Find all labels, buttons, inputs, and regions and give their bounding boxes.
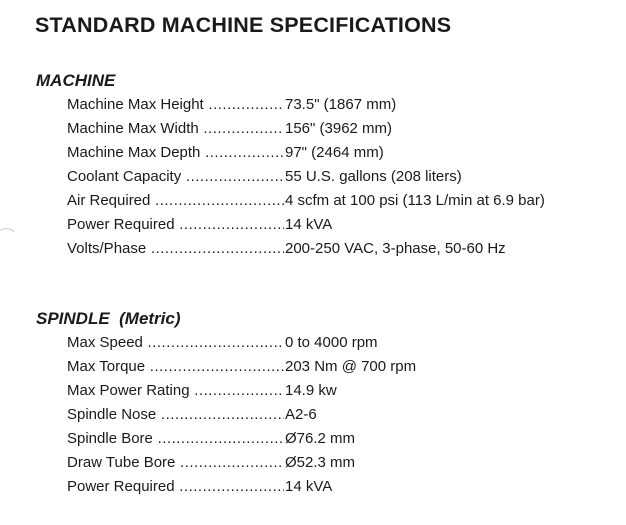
scan-artifact (0, 228, 18, 252)
spec-label: Max Speed ..... (67, 331, 284, 355)
spec-row (67, 93, 545, 117)
spec-row (67, 355, 416, 379)
spec-value: Ø52.3 mm (285, 454, 356, 471)
spec-value: 73.5" (1867 mm) (285, 96, 397, 113)
spec-value: 55 U.S. gallons (208 liters) (285, 168, 462, 185)
spec-label: Draw Tube Bore ..... (67, 451, 284, 475)
spec-value: 14 kVA (285, 478, 333, 495)
spec-value: 0 to 4000 rpm (285, 334, 378, 351)
spec-value: Ø76.2 mm (285, 430, 356, 447)
spec-row (67, 403, 416, 427)
spec-label: Volts/Phase ..... (67, 237, 284, 261)
spec-label: Machine Max Height ..... (67, 93, 284, 117)
spec-value: 4 scfm at 100 psi (113 L/min at 6.9 bar) (285, 192, 545, 209)
spec-label: Power Required ..... (67, 475, 284, 499)
spec-label: Power Required ..... (67, 213, 284, 237)
spec-row (67, 117, 545, 141)
spec-value: 203 Nm @ 700 rpm (285, 358, 417, 375)
spec-label: Max Torque ..... (67, 355, 284, 379)
spec-label: Machine Max Width ..... (67, 117, 284, 141)
spec-value: 200-250 VAC, 3-phase, 50-60 Hz (285, 240, 506, 257)
spec-list (36, 93, 545, 261)
spec-value: 97" (2464 mm) (285, 144, 384, 161)
spec-value: 14 kVA (285, 216, 333, 233)
spec-value: 156" (3962 mm) (285, 120, 393, 137)
spec-value: 14.9 kw (285, 382, 337, 399)
spec-row (67, 189, 545, 213)
machine-section (36, 71, 545, 261)
spec-value: A2-6 (285, 406, 317, 423)
spec-label: Machine Max Depth ..... (67, 141, 284, 165)
spec-row (67, 451, 416, 475)
page-title: STANDARD MACHINE SPECIFICATIONS (35, 13, 452, 37)
section-heading: SPINDLE (Metric) (36, 309, 181, 328)
spec-row (67, 213, 545, 237)
spec-label: Coolant Capacity ..... (67, 165, 284, 189)
spec-list (36, 331, 416, 499)
spec-label: Spindle Nose ..... (67, 403, 284, 427)
spec-label: Air Required ..... (67, 189, 284, 213)
spindle-section (36, 309, 416, 499)
section-heading: MACHINE (36, 71, 116, 90)
spec-label: Spindle Bore ..... (67, 427, 284, 451)
spec-label: Max Power Rating ..... (67, 379, 284, 403)
spec-row (67, 331, 416, 355)
spec-row (67, 427, 416, 451)
spec-row (67, 141, 545, 165)
spec-row (67, 237, 545, 261)
spec-row (67, 379, 416, 403)
spec-row (67, 165, 545, 189)
spec-row (67, 475, 416, 499)
